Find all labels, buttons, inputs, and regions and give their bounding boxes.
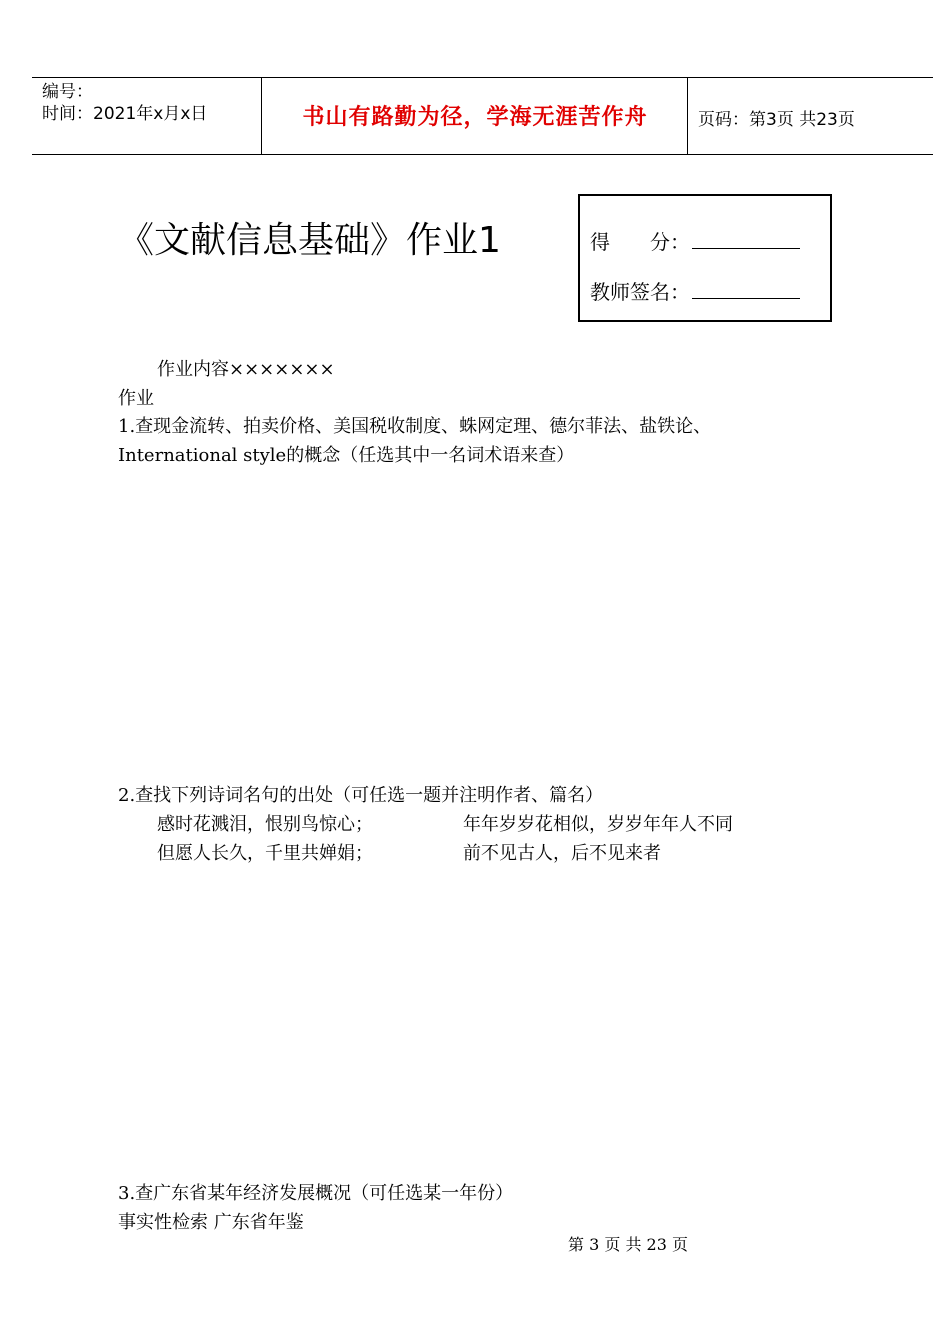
score-label: 得 分： xyxy=(590,230,690,254)
header-bottom-rule xyxy=(32,154,933,155)
intro-text: 作业内容××××××× xyxy=(157,359,335,380)
poem-line: 年年岁岁花相似，岁岁年年人不同 xyxy=(463,814,733,835)
signature-label: 教师签名： xyxy=(590,280,690,304)
question-1-line-1: 1.查现金流转、拍卖价格、美国税收制度、蛛网定理、德尔菲法、盐铁论、 xyxy=(118,416,712,437)
signature-row xyxy=(590,276,800,305)
header-page-info: 页码：第3页 共23页 xyxy=(698,110,855,130)
page-title: 《文献信息基础》作业1 xyxy=(118,220,501,261)
poem-line: 感时花溅泪，恨别鸟惊心； xyxy=(157,814,373,835)
time-label: 时间：2021年x月x日 xyxy=(42,104,208,124)
section-label: 作业 xyxy=(118,388,154,409)
header-motto: 书山有路勤为径，学海无涯苦作舟 xyxy=(302,105,648,130)
question-3-line-1: 3.查广东省某年经济发展概况（可任选某一年份） xyxy=(118,1183,514,1204)
poem-line: 前不见古人，后不见来者 xyxy=(463,843,661,864)
header-top-rule xyxy=(32,77,933,78)
page-footer: 第 3 页 共 23 页 xyxy=(568,1235,688,1254)
header-info xyxy=(42,81,207,125)
score-blank xyxy=(692,230,800,249)
score-row xyxy=(590,226,800,255)
score-box xyxy=(578,194,832,322)
question-3-line-2: 事实性检索 广东省年鉴 xyxy=(118,1212,304,1233)
question-2-title: 2.查找下列诗词名句的出处（可任选一题并注明作者、篇名） xyxy=(118,785,604,806)
question-1-line-2: International style的概念（任选其中一名词术语来查） xyxy=(118,445,575,466)
signature-blank xyxy=(692,280,800,299)
poem-line: 但愿人长久，千里共婵娟； xyxy=(157,843,373,864)
number-label: 编号： xyxy=(42,82,93,102)
